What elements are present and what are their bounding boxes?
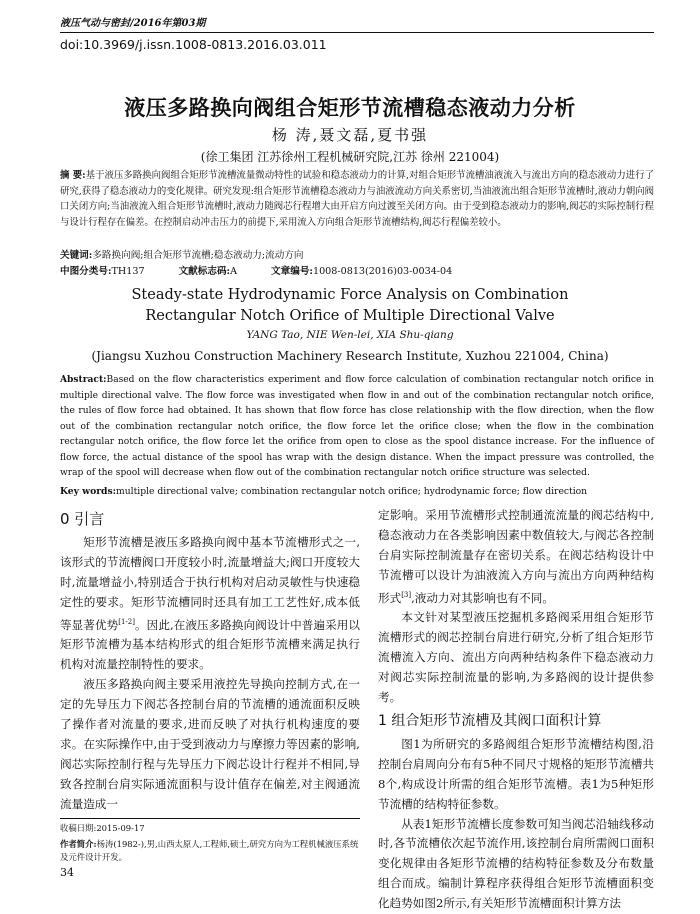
english-abstract (60, 372, 654, 482)
header-rule (60, 32, 654, 33)
article-number-value: 1008-0813(2016)03-0034-04 (312, 266, 453, 277)
english-title (0, 285, 700, 327)
class-number-label: 中图分类号: (60, 266, 112, 277)
english-keywords-label: Key words: (60, 486, 117, 497)
english-affiliation: (Jiangsu Xuzhou Construction Machinery Research Institute, Xuzhou 221004, China) (91, 349, 609, 363)
english-authors: YANG Tao, NIE Wen-lei, XIA Shu-qiang (246, 329, 454, 341)
english-title-line1: Steady-state Hydrodynamic Force Analysis on Combination (131, 287, 569, 303)
english-keywords-text: multiple directional valve; combination rectangular notch orifice; hydrodynamic force; flow direction (116, 486, 588, 497)
english-abstract-text: Based on the flow characteristics experiment and flow force calculation of combination rectangular notch orifice in multiple directional valve. The flow force was investigated when flow in and out of the combination rectangular notch orifice, the rules of flow force had obtained. It has shown that flow force has close relationship with the flow direction, when the flow out of the combination rectangular notch orifice, the flow force let the orifice close; when the flow in the combination rectangular notch orifice, the flow force let the orifice from open to close as the spool distance increase. For the influence of flow force, the actual distance of the spool has wrap with the design distance. When the impact pressure was controlled, the wrap of the spool will decrease when flow out of the combination rectangular notch orifice structure was selected. (60, 375, 654, 478)
right-column (378, 506, 654, 914)
journal-header: 液压气动与密封/2016年第03期 (60, 18, 206, 29)
footnote-author-text: 杨涛(1982-),男,山西太原人,工程师,硕士,研究方向为工程机械液压系统及元件设计开发。 (60, 839, 359, 862)
right-paragraph-1-text: 定影响。采用节流槽形式控制通流流量的阀芯结构中,稳态液动力在各类影响因素中数值较大,与阀芯各控制台肩实际控制流量存在密切关系。在阀芯结构设计中节流槽可以设计为油液流入方向与流出方向两种结构形式 (378, 508, 654, 605)
chinese-abstract-label: 摘 要: (60, 170, 86, 181)
footnote-author-label: 作者简介: (60, 839, 97, 849)
chinese-title: 液压多路换向阀组合矩形节流槽稳态液动力分析 (124, 96, 576, 120)
page-number: 34 (60, 866, 74, 879)
class-number-value: TH137 (111, 266, 145, 277)
right-paragraph-1-tail: ,液动力对其影响也有不同。 (411, 590, 554, 605)
right-paragraph-2: 本文针对某型液压挖掘机多路阀采用组合矩形节流槽形式的阀芯控制台肩进行研究,分析了组合矩形节流槽流入方向、流出方向两种结构条件下稳态液动力对阀芯实际控制流量的影响,为多路阀的设计提供参考。 (378, 610, 654, 705)
document-code-value: A (230, 266, 238, 277)
english-keywords (60, 486, 654, 497)
document-code-label: 文献标志码: (178, 266, 231, 277)
chinese-keywords (60, 247, 654, 261)
article-number (271, 263, 452, 277)
right-paragraph-3: 图1为所研究的多路阀组合矩形节流槽结构图,沿控制台肩周向分布有5种不同尺寸规格的矩形节流槽共8个,构成设计所需的组合矩形节流槽。表1为5种矩形节流槽的结构特征参数。 (378, 736, 654, 811)
english-abstract-label: Abstract: (60, 374, 107, 385)
chinese-abstract-text: 基于液压多路换向阀组合矩形节流槽流量微动特性的试验和稳态液动力的计算,对组合矩形节流槽油液流入与流出方向的稳态液动力进行了研究,获得了稳态液动力的变化规律。研究发现:组合矩形节流槽稳态液动力与油液流动方向关系密切,当油液流出组合矩形节流槽时,液动力朝向阀口关闭方向;当油液流入组合矩形节流槽时,液动力随阀芯行程增大由开启方向过渡至关闭方向。由于受到稳态液动力的影响,阀芯的实际控制行程与设计行程存在偏差。在控制启动冲击压力的前提下,采用流入方向组合矩形节流槽结构,阀芯行程偏差较小。 (60, 170, 654, 228)
section-0-heading: 0 引言 (60, 510, 105, 528)
footnote-received: 收稿日期:2015-09-17 (60, 823, 145, 833)
document-code (179, 263, 237, 277)
chinese-keywords-text: 多路换向阀;组合矩形节流槽;稳态液动力;流动方向 (92, 250, 304, 261)
citation-3: [3] (401, 590, 412, 599)
chinese-affiliation: (徐工集团 江苏徐州工程机械研究院,江苏 徐州 221004) (200, 150, 500, 164)
article-number-label: 文章编号: (271, 266, 313, 277)
footnote-author (60, 838, 360, 864)
left-paragraph-1 (60, 533, 360, 675)
doi: doi:10.3969/j.issn.1008-0813.2016.03.011 (60, 37, 327, 52)
english-title-line2: Rectangular Notch Orifice of Multiple Directional Valve (145, 308, 555, 324)
classification-line (60, 263, 654, 277)
right-paragraph-4: 从表1矩形节流槽长度参数可知当阀芯沿轴线移动时,各节流槽依次起节流作用,该控制台肩所需阀口面积变化规律由各矩形节流槽的结构特征参数及分布数量组合而成。编制计算程序获得组合矩形节流槽面积变化趋势如图2所示,有关矩形节流槽面积计算方法 (378, 816, 654, 911)
chinese-abstract (60, 168, 654, 230)
citation-1-2: [1-2] (118, 617, 135, 626)
class-number (60, 263, 145, 277)
left-paragraph-2: 液压多路换向阀主要采用液控先导换向控制方式,在一定的先导压力下阀芯各控制台肩的节流槽的通流面积反映了操作者对流量的要求,进而反映了对执行机构速度的要求。在实际操作中,由于受到液动力与摩擦力等因素的影响,阀芯实际控制行程与先导压力下阀芯设计行程并不相同,导致各控制台肩实际通流面积与设计值存在偏差,对主阀通流流量造成一 (60, 677, 360, 811)
left-column (60, 506, 360, 815)
left-paragraph-1-tail: 。因此,在液压多路换向阀设计中普遍采用以矩形节流槽为基本结构形式的组合矩形节流槽来满足执行机构对流量控制特性的要求。 (60, 617, 360, 672)
section-1-heading: 1 组合矩形节流槽及其阀口面积计算 (378, 712, 602, 729)
footnote-rule (60, 818, 360, 819)
chinese-authors: 杨 涛,聂文磊,夏书强 (271, 126, 429, 144)
left-paragraph-1-text: 矩形节流槽是液压多路换向阀中基本节流槽形式之一,该形式的节流槽阀口开度较小时,流量增益大;阀口开度较大时,流量增益小,特别适合于执行机构对启动灵敏性与快速稳定性的要求。矩形节流槽同时还具有加工工艺性好,成本低等显著优势 (60, 535, 360, 632)
right-paragraph-1 (378, 506, 654, 608)
chinese-keywords-label: 关键词: (60, 250, 93, 261)
